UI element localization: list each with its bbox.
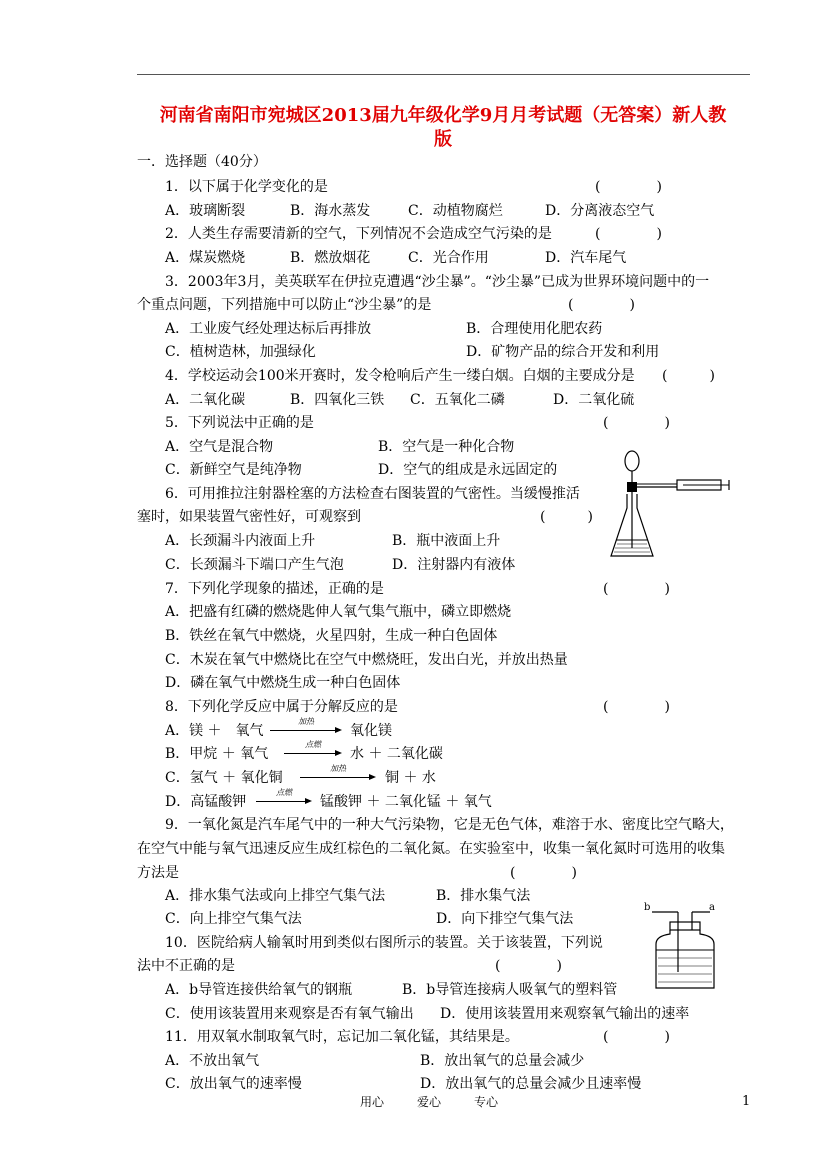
- q9-option-c: C．向上排空气集气法: [165, 911, 302, 927]
- footer-text-3: 专心: [474, 1095, 499, 1109]
- q8-option-d-reactants: D．高锰酸钾: [165, 794, 247, 810]
- q6-answer-paren: ( ): [540, 509, 593, 525]
- q9-stem-line-1: 9．一氧化氮是汽车尾气中的一种大气污染物，它是无色气体，难溶于水、密度比空气略大，: [165, 817, 734, 833]
- section-heading: 一．选择题（40分）: [137, 154, 267, 170]
- q8-option-c-condition: 加热: [330, 764, 346, 773]
- q4-answer-paren: ( ): [662, 368, 715, 384]
- q8-option-a-reactants: A．镁 ＋ 氧气: [165, 723, 264, 739]
- q3-option-c: C．植树造林，加强绿化: [165, 344, 316, 360]
- q4-stem: 4．学校运动会100米开赛时，发令枪响后产生一缕白烟。白烟的主要成分是: [165, 368, 635, 384]
- q9-option-b: B．排水集气法: [436, 888, 531, 904]
- q5-stem: 5．下列说法中正确的是: [165, 415, 314, 431]
- q10-answer-paren: ( ): [495, 958, 562, 974]
- q8-option-a-condition: 加热: [298, 717, 314, 726]
- q6-stem-line-2: 塞时，如果装置气密性好，可观察到: [137, 509, 361, 525]
- q8-option-b-products: 水 ＋ 二氧化碳: [350, 746, 443, 762]
- q6-option-d: D．注射器内有液体: [392, 557, 516, 573]
- q8-option-c-products: 铜 ＋ 水: [385, 770, 436, 786]
- q4-option-a: A．二氧化碳: [165, 392, 246, 408]
- q5-option-d: D．空气的组成是永远固定的: [378, 462, 558, 478]
- header-rule: [137, 74, 750, 75]
- q8-option-c-reactants: C．氢气 ＋ 氧化铜: [165, 770, 283, 786]
- q1-answer-paren: ( ): [595, 179, 662, 195]
- q11-option-c: C．放出氧气的速率慢: [165, 1076, 302, 1092]
- q7-option-d: D．磷在氧气中燃烧生成一种白色固体: [165, 675, 401, 691]
- figure-label-b: b: [644, 902, 651, 913]
- title-line-1: 河南省南阳市宛城区2013届九年级化学9月月考试题（无答案）新人教: [159, 105, 727, 126]
- q3-option-a: A．工业废气经处理达标后再排放: [165, 321, 372, 337]
- q9-answer-paren: ( ): [510, 865, 577, 881]
- q8-option-b-reactants: B．甲烷 ＋ 氧气: [165, 746, 269, 762]
- page-number: 1: [742, 1094, 751, 1109]
- q9-stem-line-2: 在空气中能与氧气迅速反应生成红棕色的二氧化氮。在实验室中，收集一氧化氮时可选用的收集: [137, 841, 725, 857]
- q1-option-b: B．海水蒸发: [290, 203, 371, 219]
- q9-option-a: A．排水集气法或向上排空气集气法: [165, 888, 386, 904]
- q7-answer-paren: ( ): [603, 581, 670, 597]
- q10-stem-line-1: 10．医院给病人输氧时用到类似右图所示的装置。关于该装置，下列说: [165, 935, 603, 951]
- q11-option-a: A．不放出氧气: [165, 1053, 260, 1069]
- q9-option-d: D．向下排空气集气法: [436, 911, 574, 927]
- q2-option-d: D．汽车尾气: [545, 250, 627, 266]
- gas-washing-bottle-figure: [640, 906, 720, 994]
- q8-answer-paren: ( ): [603, 699, 670, 715]
- document-title: [133, 104, 753, 152]
- q1-option-c: C．动植物腐烂: [408, 203, 503, 219]
- q5-option-c: C．新鲜空气是纯净物: [165, 462, 302, 478]
- q2-option-c: C．光合作用: [408, 250, 489, 266]
- q4-option-d: D．二氧化硫: [553, 392, 635, 408]
- q6-option-b: B．瓶中液面上升: [392, 533, 501, 549]
- q10-option-a: A．b导管连接供给氧气的钢瓶: [165, 982, 353, 998]
- flask-syringe-apparatus-figure: [605, 448, 735, 566]
- q4-option-c: C．五氧化二磷: [410, 392, 505, 408]
- q7-option-a: A．把盛有红磷的燃烧匙伸人氧气集气瓶中，磷立即燃烧: [165, 604, 512, 620]
- q11-option-d: D．放出氧气的总量会减少且速率慢: [420, 1076, 642, 1092]
- q4-option-b: B．四氧化三铁: [290, 392, 385, 408]
- q8-option-d-products: 锰酸钾 ＋ 二氧化锰 ＋ 氧气: [320, 794, 492, 810]
- footer-text-2: 爱心: [417, 1095, 442, 1109]
- q8-option-d-condition: 点燃: [276, 788, 292, 797]
- q3-option-d: D．矿物产品的综合开发和利用: [466, 344, 660, 360]
- q8-option-a-products: 氧化镁: [350, 723, 392, 739]
- q6-option-a: A．长颈漏斗内液面上升: [165, 533, 316, 549]
- q3-option-b: B．合理使用化肥农药: [466, 321, 603, 337]
- q2-option-a: A．煤炭燃烧: [165, 250, 246, 266]
- q8-stem: 8．下列化学反应中属于分解反应的是: [165, 699, 398, 715]
- q2-answer-paren: ( ): [595, 226, 662, 242]
- q6-option-c: C．长颈漏斗下端口产生气泡: [165, 557, 344, 573]
- q2-option-b: B．燃放烟花: [290, 250, 371, 266]
- q11-answer-paren: ( ): [603, 1029, 670, 1045]
- q8-option-a-arrow: [270, 717, 342, 734]
- q7-option-b: B．铁丝在氧气中燃烧，火星四射，生成一种白色固体: [165, 628, 498, 644]
- q1-option-d: D．分离液态空气: [545, 203, 655, 219]
- q8-option-c-arrow: [300, 764, 376, 781]
- q11-option-b: B．放出氧气的总量会减少: [420, 1053, 585, 1069]
- q5-option-a: A．空气是混合物: [165, 439, 274, 455]
- footer-text-1: 用心: [360, 1095, 385, 1109]
- q8-option-d-arrow: [256, 788, 312, 805]
- q3-stem-line-1: 3．2003年3月，美英联军在伊拉克遭遇“沙尘暴”。“沙尘暴”已成为世界环境问题中的一: [165, 274, 710, 290]
- q7-option-c: C．木炭在氧气中燃烧比在空气中燃烧旺，发出白光，并放出热量: [165, 652, 568, 668]
- q7-stem: 7．下列化学现象的描述，正确的是: [165, 581, 384, 597]
- q10-stem-line-2: 法中不正确的是: [137, 958, 235, 974]
- q2-stem: 2．人类生存需要清新的空气，下列情况不会造成空气污染的是: [165, 226, 552, 242]
- q3-stem-line-2: 个重点问题，下列措施中可以防止“沙尘暴”的是: [137, 297, 432, 313]
- figure-label-a: a: [709, 902, 715, 913]
- q3-answer-paren: ( ): [568, 297, 635, 313]
- q6-stem-line-1: 6．可用推拉注射器栓塞的方法检查右图装置的气密性。当缓慢推活: [165, 486, 580, 502]
- title-line-2: 版: [434, 129, 452, 150]
- q10-option-d: D．使用该装置用来观察氧气输出的速率: [440, 1006, 690, 1022]
- q8-option-b-arrow: [284, 740, 342, 757]
- q8-option-b-condition: 点燃: [305, 740, 321, 749]
- q10-option-b: B．b导管连接病人吸氧气的塑料管: [402, 982, 618, 998]
- q9-stem-line-3: 方法是: [137, 865, 179, 881]
- q11-stem: 11．用双氧水制取氧气时，忘记加二氧化锰，其结果是。: [165, 1029, 519, 1045]
- q1-stem: 1．以下属于化学变化的是: [165, 179, 328, 195]
- q5-answer-paren: ( ): [603, 415, 670, 431]
- q1-option-a: A．玻璃断裂: [165, 203, 246, 219]
- q5-option-b: B．空气是一种化合物: [378, 439, 515, 455]
- q10-option-c: C．使用该装置用来观察是否有氧气输出: [165, 1006, 414, 1022]
